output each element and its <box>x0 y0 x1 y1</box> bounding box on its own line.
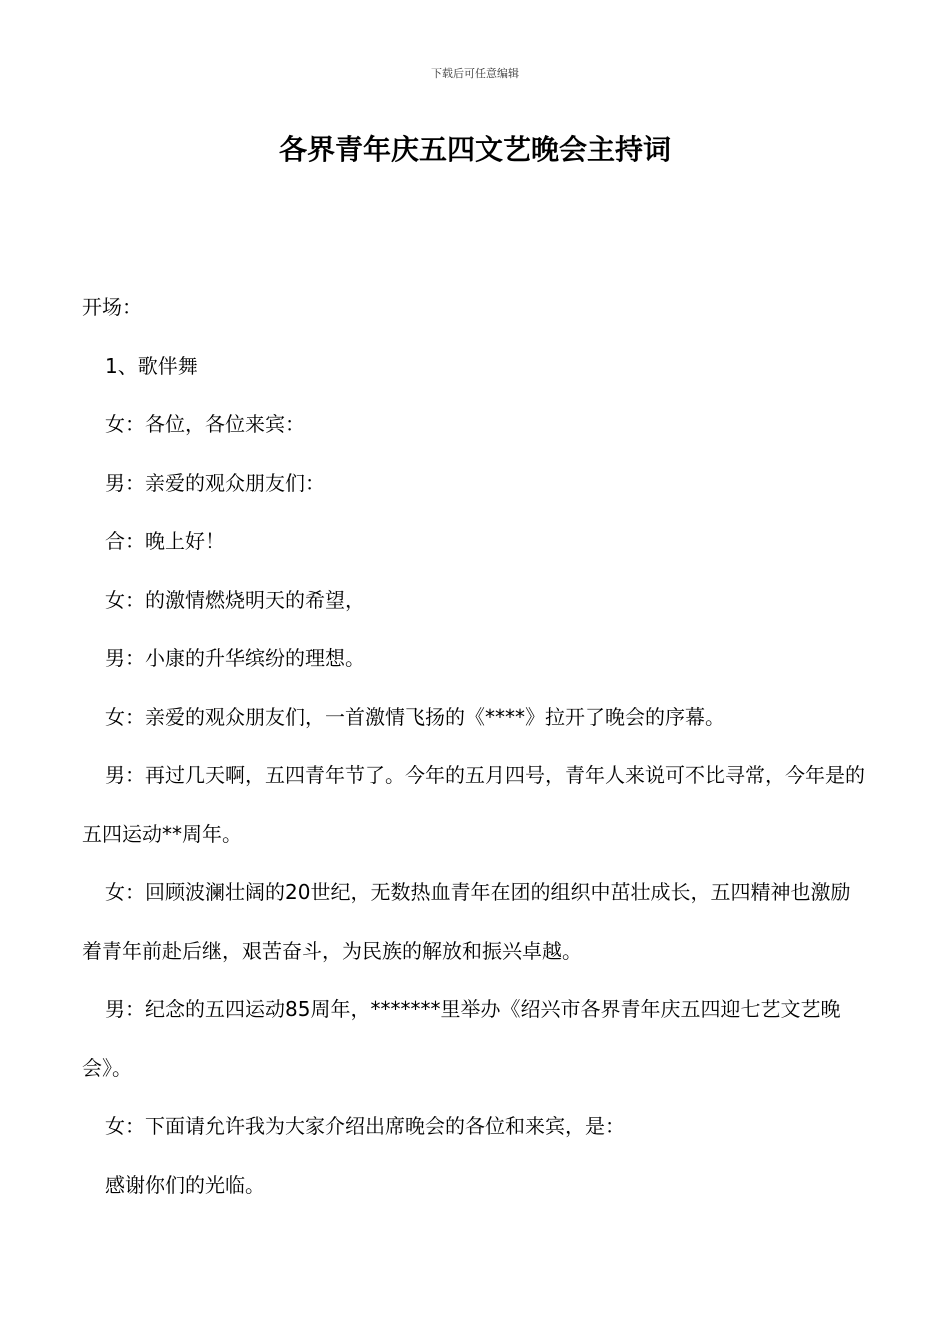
paragraph: 女：的激情燃烧明天的希望， <box>105 587 365 612</box>
paragraph: 女：亲爱的观众朋友们，一首激情飞扬的《****》拉开了晚会的序幕。 <box>105 704 725 729</box>
paragraph: 女：下面请允许我为大家介绍出席晚会的各位和来宾，是： <box>105 1114 625 1138</box>
paragraph: 女：各位，各位来宾： <box>105 412 305 436</box>
paragraph: 男：再过几天啊，五四青年节了。今年的五月四号，青年人来说可不比寻常，今年是的五四运动**周年。 <box>82 763 865 846</box>
paragraph: 感谢你们的光临。 <box>105 1172 265 1197</box>
paragraph: 男：亲爱的观众朋友们： <box>105 470 325 495</box>
paragraph: 女：回顾波澜壮阔的20世纪，无数热血青年在团的组织中茁壮成长，五四精神也激励着青年前赴后继，艰苦奋斗，为民族的解放和振兴卓越。 <box>82 880 851 963</box>
paragraph: 男：纪念的五四运动85周年，*******里举办《绍兴市各界青年庆五四迎七艺文艺晚会》。 <box>82 997 841 1080</box>
paragraph: 1、歌伴舞 <box>105 353 198 378</box>
paragraph: 男：小康的升华缤纷的理想。 <box>105 646 365 670</box>
paragraph-opening: 开场： <box>82 295 142 319</box>
document-title: 各界青年庆五四文艺晚会主持词 <box>278 133 671 166</box>
paragraph: 合：晚上好！ <box>105 529 225 553</box>
document-body <box>82 278 870 1214</box>
header-note: 下载后可任意编辑 <box>431 67 519 80</box>
